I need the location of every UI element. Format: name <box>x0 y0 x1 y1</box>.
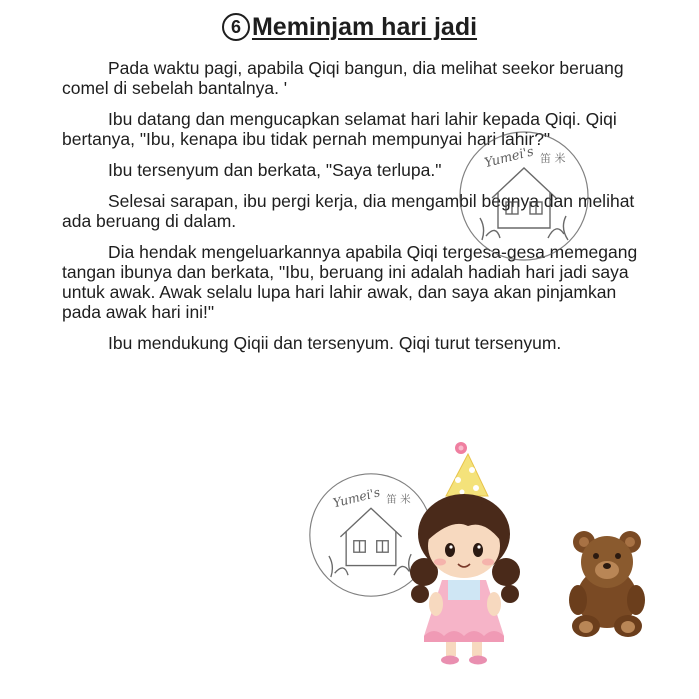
party-hat-icon <box>446 442 488 496</box>
story-title: Meminjam hari jadi <box>251 13 478 41</box>
paragraph-3: Ibu tersenyum dan berkata, "Saya terlupa." <box>108 160 442 180</box>
house-icon <box>329 508 413 577</box>
teddy-bear-illustration <box>566 528 648 640</box>
watermark-text: Yumei's <box>482 144 536 172</box>
paragraph-6: Ibu mendukung Qiqii dan tersenyum. Qiqi turut tersenyum. <box>108 333 562 353</box>
watermark-seal-text: 笛 米 <box>386 493 411 506</box>
girl-illustration <box>408 440 528 668</box>
story-number-badge: 6 <box>222 13 250 41</box>
paragraph-2: Ibu datang dan mengucapkan selamat hari lahir kepada Qiqi. Qiqi bertanya, "Ibu, kenapa ibu tidak pernah mempunyai hari lahir?" <box>62 109 617 149</box>
paragraph-5: Dia hendak mengeluarkannya apabila Qiqi tergesa-gesa memegang tangan ibunya dan berkata, "Ibu, beruang ini adalah hadiah hari jadi saya untuk awak. Awak selalu lupa hari lahir awak, dan saya akan pinjamkan pada awak hari ini!" <box>62 242 638 322</box>
watermark-seal-text: 笛 米 <box>540 152 566 165</box>
paragraph-1: Pada waktu pagi, apabila Qiqi bangun, dia melihat seekor beruang comel di sebelah bantalnya. ' <box>62 58 624 98</box>
page-title <box>0 11 699 43</box>
watermark-stamp <box>456 128 592 264</box>
watermark-text: Yumei's <box>331 484 382 511</box>
paragraph-4: Selesai sarapan, ibu pergi kerja, dia mengambil begnya dan melihat ada beruang di dalam. <box>62 191 635 231</box>
house-icon <box>480 168 568 240</box>
